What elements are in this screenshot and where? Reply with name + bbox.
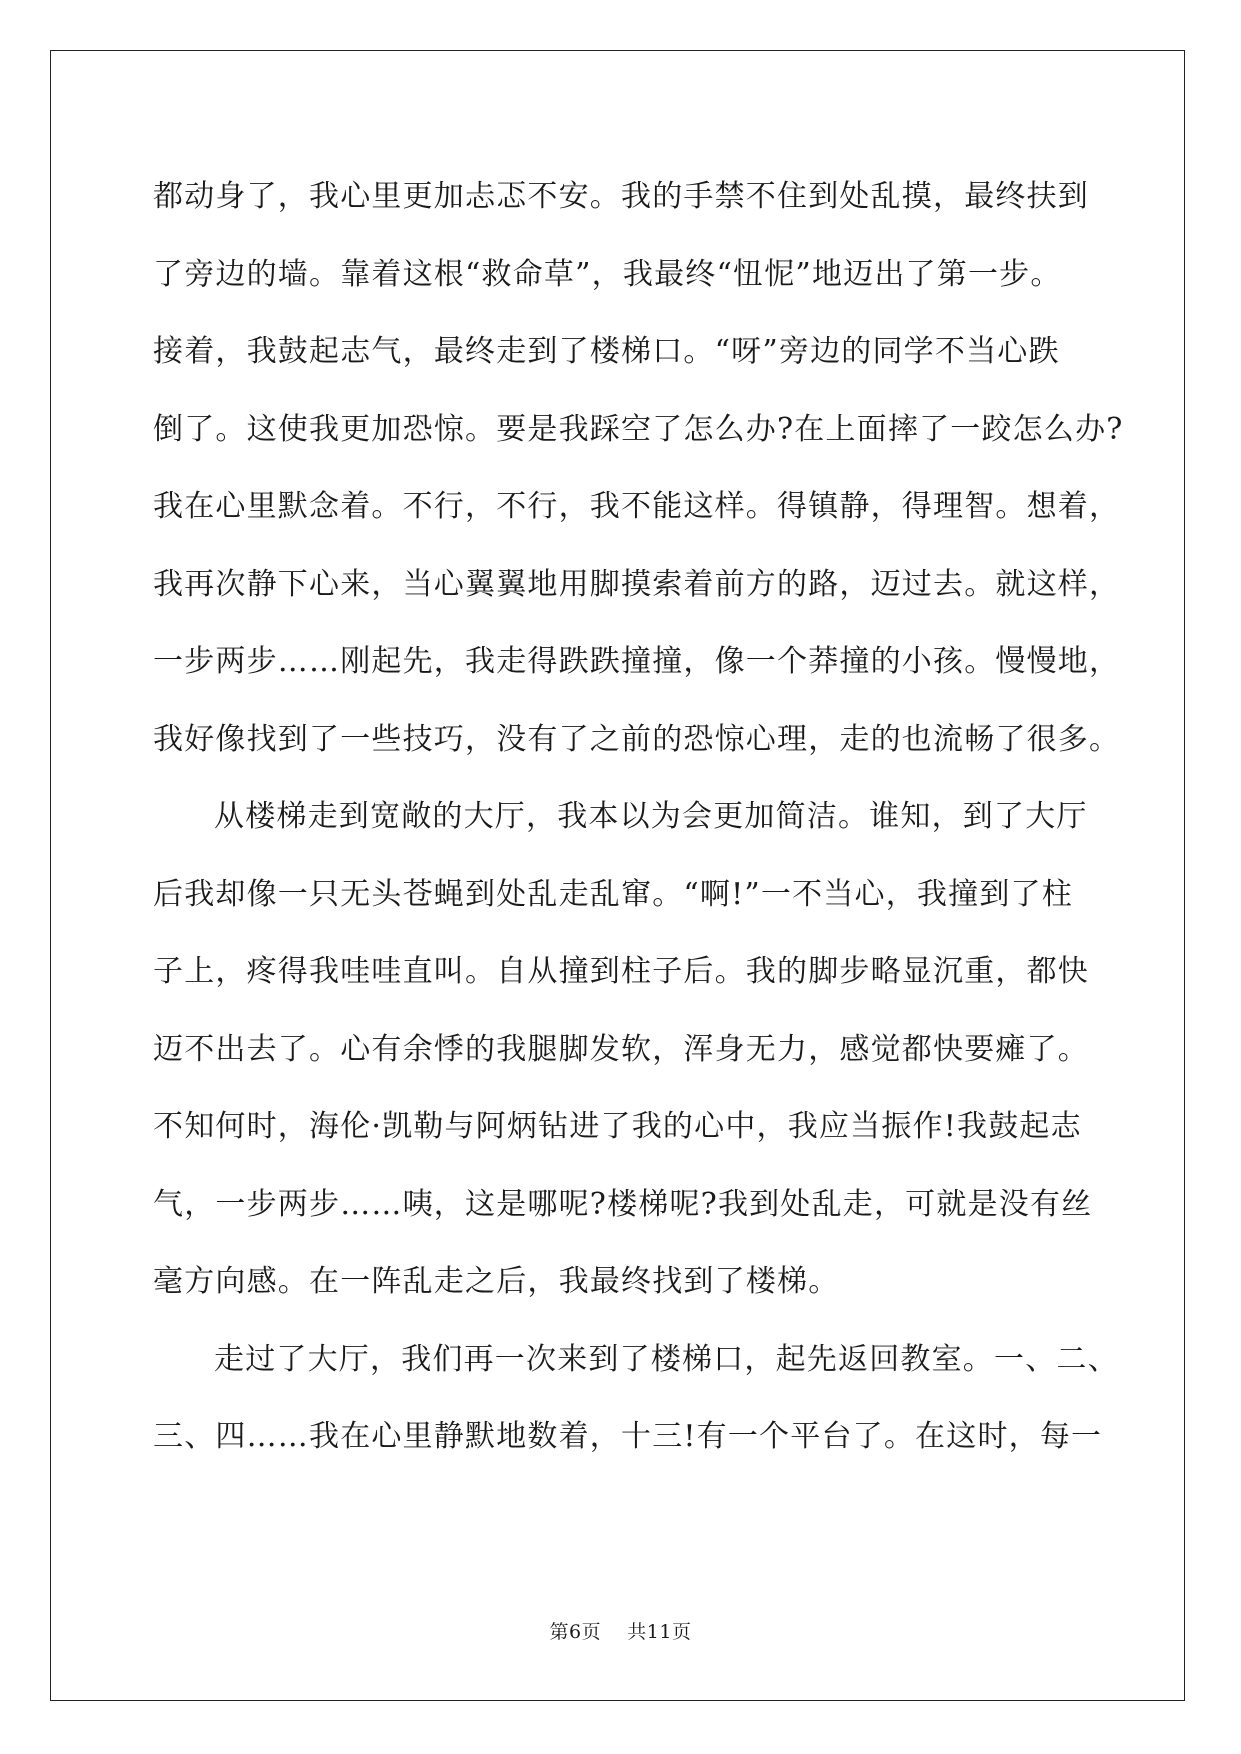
- text-line: 迈不出去了。心有余悸的我腿脚发软，浑身无力，感觉都快要瘫了。: [153, 1031, 1089, 1067]
- page-footer: [0, 1617, 1241, 1644]
- text-line: 后我却像一只无头苍蝇到处乱走乱窜。“啊!”一不当心，我撞到了柱: [153, 876, 1073, 912]
- text-line: 我好像找到了一些技巧，没有了之前的恐惊心理，走的也流畅了很多。: [153, 721, 1121, 757]
- text-line: 不知何时，海伦·凯勒与阿炳钻进了我的心中，我应当振作!我鼓起志: [153, 1109, 1082, 1144]
- text-line: 我再次静下心来，当心翼翼地用脚摸索着前方的路，迈过去。就这样，: [153, 566, 1121, 602]
- text-line: 毫方向感。在一阵乱走之后，我最终找到了楼梯。: [153, 1264, 840, 1299]
- page-total: 共11页: [627, 1621, 692, 1643]
- text-line: 都动身了，我心里更加忐忑不安。我的手禁不住到处乱摸，最终扶到: [153, 179, 1089, 214]
- text-line: 接着，我鼓起志气，最终走到了楼梯口。“呀”旁边的同学不当心跌: [153, 334, 1060, 369]
- text-line: 倒了。这使我更加恐惊。要是我踩空了怎么办?在上面摔了一跤怎么办?: [153, 411, 1124, 447]
- paragraph-start-line: 走过了大厅，我们再一次来到了楼梯口，起先返回教室。一、二、: [214, 1341, 1119, 1377]
- paragraph-start-line: 从楼梯走到宽敞的大厅，我本以为会更加简洁。谁知，到了大厅: [214, 799, 1088, 834]
- document-body: [153, 158, 1124, 1476]
- page-number: 第6页: [549, 1621, 602, 1643]
- text-line: 了旁边的墙。靠着这根“救命草”，我最终“忸怩”地迈出了第一步。: [153, 256, 1062, 292]
- text-line: 三、四……我在心里静默地数着，十三!有一个平台了。在这时，每一: [153, 1419, 1103, 1454]
- text-line: 子上，疼得我哇哇直叫。自从撞到柱子后。我的脚步略显沉重，都快: [153, 954, 1089, 989]
- text-line: 气，一步两步……咦，这是哪呢?楼梯呢?我到处乱走，可就是没有丝: [153, 1186, 1093, 1222]
- text-line: 一步两步……刚起先，我走得跌跌撞撞，像一个莽撞的小孩。慢慢地，: [153, 644, 1121, 679]
- text-line: 我在心里默念着。不行，不行，我不能这样。得镇静，得理智。想着，: [153, 489, 1121, 524]
- footer-separator: [601, 1621, 627, 1643]
